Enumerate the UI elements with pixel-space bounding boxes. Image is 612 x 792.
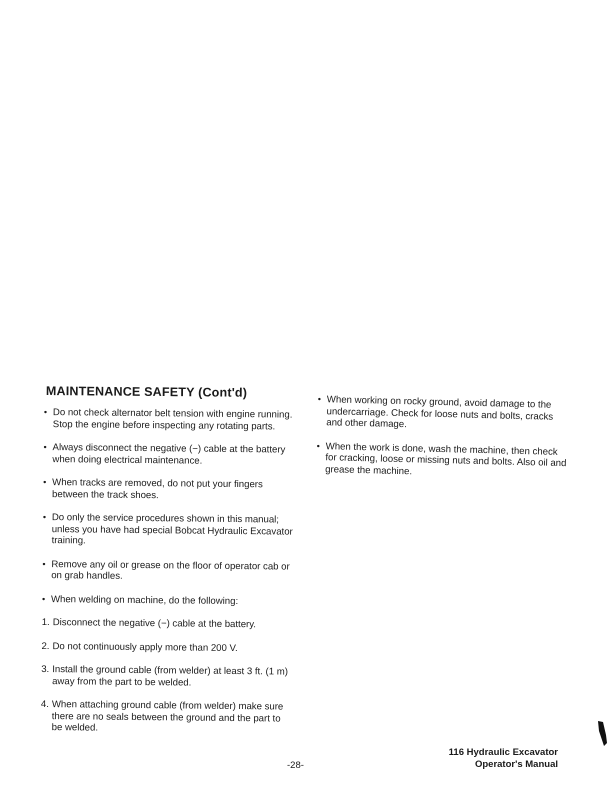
step-text: Do not continuously apply more than 200 V. xyxy=(52,640,238,654)
bullet-icon: • xyxy=(42,511,47,523)
bullet-text: When working on rocky ground, avoid damage to the undercarriage. Check for loose nuts and bolts, cracks and other damage. xyxy=(326,394,554,431)
step-text: When attaching ground cable (from welder) make sure there are no seals between the ground and the part to be welded. xyxy=(51,699,284,734)
numbered-step xyxy=(41,664,293,690)
list-item xyxy=(44,407,296,433)
numbered-step xyxy=(41,699,293,736)
step-text: Install the ground cable (from welder) at least 3 ft. (1 m) away from the part to be welded. xyxy=(52,664,288,689)
numbered-step xyxy=(41,640,293,654)
bullet-text: When tracks are removed, do not put your fingers between the track shoes. xyxy=(52,477,263,501)
bullet-text: Remove any oil or grease on the floor of operator cab or on grab handles. xyxy=(51,558,290,582)
bullet-icon: • xyxy=(43,441,47,453)
step-number: 1. xyxy=(41,616,50,629)
bullet-icon: • xyxy=(316,440,321,451)
right-column xyxy=(316,394,570,493)
bullet-icon: • xyxy=(43,407,48,418)
numbered-step xyxy=(42,617,294,631)
list-item xyxy=(42,558,294,584)
left-column xyxy=(40,407,296,748)
bullet-icon: • xyxy=(42,558,46,569)
bullet-icon: • xyxy=(43,476,47,488)
bullet-icon: • xyxy=(41,593,46,604)
bullet-text: Do not check alternator belt tension with engine running. Stop the engine before inspecting any rotating parts. xyxy=(52,407,293,432)
list-item xyxy=(317,394,570,435)
manual-title-line2: Operator's Manual xyxy=(474,759,558,770)
step-text: Disconnect the negative (−) cable at the battery. xyxy=(52,617,257,631)
page-number: -28- xyxy=(287,760,304,771)
scan-mark-icon xyxy=(596,721,608,747)
list-item xyxy=(42,593,294,607)
bullet-text: When the work is done, wash the machine, then check for cracking, loose or missing nuts and bolts. Also oil and grease the machine. xyxy=(325,440,567,477)
bullet-icon: • xyxy=(317,394,322,405)
bullet-text: Do only the service procedures shown in this manual; unless you have had special Bobcat Hydraulic Excavator training. xyxy=(51,512,293,547)
list-item xyxy=(43,477,295,503)
step-number: 2. xyxy=(41,640,50,652)
section-heading: MAINTENANCE SAFETY (Cont'd) xyxy=(45,384,248,400)
manual-title xyxy=(449,747,558,771)
list-item xyxy=(43,442,295,468)
bullet-text: Always disconnect the negative (−) cable at the battery when doing electrical maintenance. xyxy=(52,442,286,467)
manual-title-line1: 116 Hydraulic Excavator xyxy=(448,747,558,758)
list-item xyxy=(316,440,569,481)
bullet-text: When welding on machine, do the following: xyxy=(50,593,239,607)
step-number: 4. xyxy=(40,698,49,711)
step-number: 3. xyxy=(41,663,50,676)
list-item xyxy=(43,512,295,549)
